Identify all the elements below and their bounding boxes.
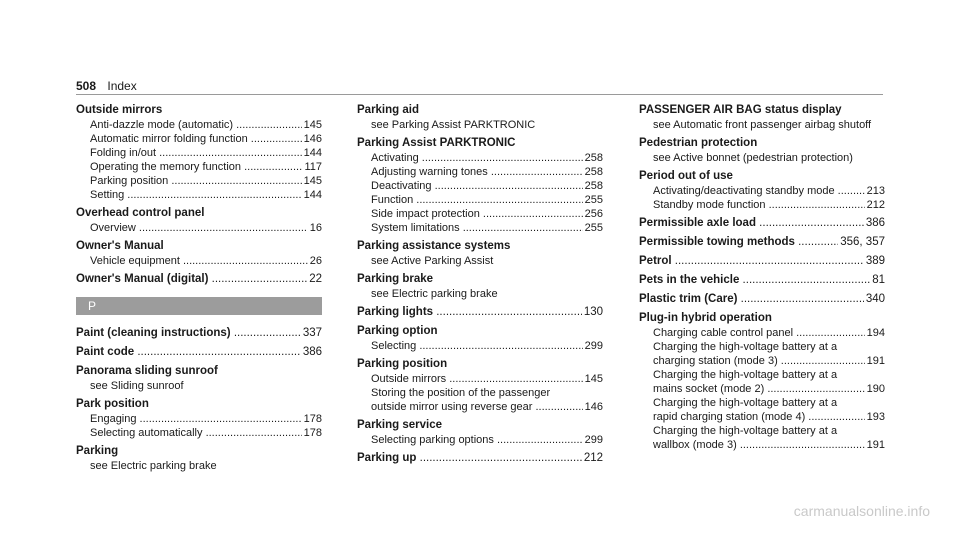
entry-parking-option <box>357 323 603 353</box>
entry-parking-lights[interactable]: Parking lights ..... 130 <box>357 304 603 320</box>
entry-heading: Owner's Manual <box>76 240 164 252</box>
subentry[interactable]: Charging cable control panel ..... 194 <box>639 326 885 340</box>
entry-heading: Parking brake <box>357 273 434 285</box>
entry-owners-manual <box>76 238 322 268</box>
entry-heading: Plug-in hybrid operation <box>639 312 772 324</box>
subentry[interactable]: Deactivating ..... 258 <box>357 179 603 193</box>
entry-permissible-towing[interactable]: Permissible towing methods ..... 356, 357 <box>639 234 885 250</box>
page-header <box>76 79 137 93</box>
letter-band: P <box>76 297 322 315</box>
entry-heading: Period out of use <box>639 170 733 182</box>
entry-petrol[interactable]: Petrol ..... 389 <box>639 253 885 269</box>
subentry[interactable]: Adjusting warning tones ..... 258 <box>357 165 603 179</box>
see-reference[interactable]: see Active Parking Assist <box>371 255 494 267</box>
entry-heading: Parking assistance systems <box>357 240 511 252</box>
entry-parking-position <box>357 356 603 414</box>
entry-parking-aid <box>357 102 603 132</box>
entry-heading: Outside mirrors <box>76 104 163 116</box>
entry-heading: Pedestrian protection <box>639 137 758 149</box>
see-reference[interactable]: see Sliding sunroof <box>90 380 184 392</box>
entry-heading: Parking <box>76 445 119 457</box>
subentry[interactable]: Selecting ..... 299 <box>357 339 603 353</box>
entry-parktronic <box>357 135 603 235</box>
entry-paint-cleaning[interactable]: Paint (cleaning instructions) ..... 337 <box>76 325 322 341</box>
subentry[interactable]: Engaging ..... 178 <box>76 412 322 426</box>
entry-outside-mirrors <box>76 102 322 202</box>
entry-heading: Panorama sliding sunroof <box>76 365 218 377</box>
section-title: Index <box>107 79 137 93</box>
header-divider <box>76 94 883 95</box>
see-reference[interactable]: see Electric parking brake <box>90 460 217 472</box>
index-column-2 <box>357 102 603 469</box>
see-reference[interactable]: see Active bonnet (pedestrian protection) <box>653 152 853 164</box>
entry-parking-brake <box>357 271 603 301</box>
entry-pedestrian-protection <box>639 135 885 165</box>
subentry[interactable]: wallbox (mode 3) ..... 191 <box>639 438 885 452</box>
subentry-line: Storing the position of the passenger <box>371 387 551 399</box>
entry-owners-manual-digital[interactable]: Owner's Manual (digital) ..... 22 <box>76 271 322 287</box>
see-reference[interactable]: see Automatic front passenger airbag shutoff <box>653 119 872 131</box>
entry-parking <box>76 443 322 473</box>
subentry-line: Charging the high-voltage battery at a <box>653 425 838 437</box>
entry-heading: Parking Assist PARKTRONIC <box>357 137 516 149</box>
entry-parking-assistance <box>357 238 603 268</box>
subentry[interactable]: Folding in/out ..... 144 <box>76 146 322 160</box>
entry-heading: Parking aid <box>357 104 419 116</box>
entry-heading: Overhead control panel <box>76 207 205 219</box>
entry-parking-up[interactable]: Parking up ..... 212 <box>357 450 603 466</box>
subentry[interactable]: Side impact protection ..... 256 <box>357 207 603 221</box>
subentry[interactable]: outside mirror using reverse gear ..... 146 <box>357 400 603 414</box>
entry-pets[interactable]: Pets in the vehicle ..... 81 <box>639 272 885 288</box>
subentry-line: Charging the high-voltage battery at a <box>653 369 838 381</box>
entry-passenger-airbag <box>639 102 885 132</box>
subentry[interactable]: Operating the memory function ..... 117 <box>76 160 322 174</box>
subentry[interactable]: Anti-dazzle mode (automatic) ..... 145 <box>76 118 322 132</box>
entry-heading: PASSENGER AIR BAG status display <box>639 104 842 116</box>
entry-park-position <box>76 396 322 440</box>
watermark: carmanualsonline.info <box>793 503 930 519</box>
subentry[interactable]: Setting ..... 144 <box>76 188 322 202</box>
subentry[interactable]: Vehicle equipment ..... 26 <box>76 254 322 268</box>
subentry[interactable]: System limitations ..... 255 <box>357 221 603 235</box>
index-column-3 <box>639 102 885 455</box>
entry-heading: Parking position <box>357 358 448 370</box>
subentry[interactable]: rapid charging station (mode 4) ..... 193 <box>639 410 885 424</box>
subentry[interactable]: Parking position ..... 145 <box>76 174 322 188</box>
entry-period-out-of-use <box>639 168 885 212</box>
entry-heading: Parking option <box>357 325 438 337</box>
entry-permissible-axle-load[interactable]: Permissible axle load ..... 386 <box>639 215 885 231</box>
entry-plug-in-hybrid <box>639 310 885 452</box>
subentry[interactable]: Automatic mirror folding function ..... 146 <box>76 132 322 146</box>
page-number: 508 <box>76 79 97 93</box>
subentry[interactable]: Selecting parking options ..... 299 <box>357 433 603 447</box>
subentry[interactable]: Overview ..... 16 <box>76 221 322 235</box>
entry-heading: Park position <box>76 398 149 410</box>
subentry[interactable]: Standby mode function ..... 212 <box>639 198 885 212</box>
subentry[interactable]: Function ..... 255 <box>357 193 603 207</box>
subentry[interactable]: Activating ..... 258 <box>357 151 603 165</box>
entry-panorama-sunroof <box>76 363 322 393</box>
index-column-1 <box>76 102 322 476</box>
entry-plastic-trim[interactable]: Plastic trim (Care) ..... 340 <box>639 291 885 307</box>
subentry[interactable]: charging station (mode 3) ..... 191 <box>639 354 885 368</box>
subentry[interactable]: Activating/deactivating standby mode ..... 213 <box>639 184 885 198</box>
see-reference[interactable]: see Electric parking brake <box>371 288 498 300</box>
see-reference[interactable]: see Parking Assist PARKTRONIC <box>371 119 536 131</box>
subentry[interactable]: Selecting automatically ..... 178 <box>76 426 322 440</box>
entry-paint-code[interactable]: Paint code ..... 386 <box>76 344 322 360</box>
entry-parking-service <box>357 417 603 447</box>
entry-heading: Parking service <box>357 419 443 431</box>
subentry-line: Charging the high-voltage battery at a <box>653 397 838 409</box>
subentry[interactable]: mains socket (mode 2) ..... 190 <box>639 382 885 396</box>
entry-overhead-control-panel <box>76 205 322 235</box>
subentry[interactable]: Outside mirrors ..... 145 <box>357 372 603 386</box>
subentry-line: Charging the high-voltage battery at a <box>653 341 838 353</box>
